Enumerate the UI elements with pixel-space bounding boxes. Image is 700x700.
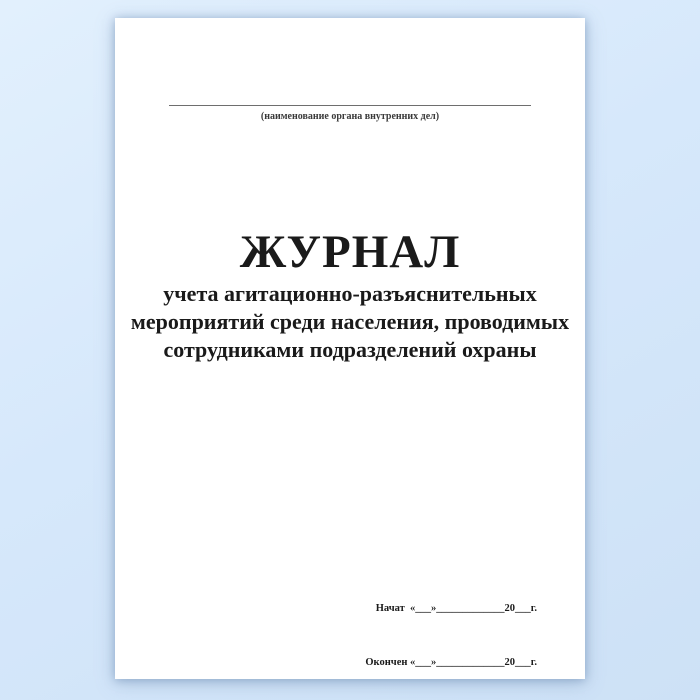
date-lines-block (365, 574, 537, 698)
journal-subtitle-line-3: сотрудниками подразделений охраны (163, 337, 537, 362)
org-name-blank-line (169, 105, 531, 106)
org-name-caption: (наименование органа внутренних дел) (260, 111, 440, 122)
journal-subtitle-line-2: мероприятий среди населения, проводимых (130, 309, 570, 334)
journal-subtitle-line-1: учета агитационно-разъяснительных (163, 281, 537, 306)
journal-subtitle (115, 280, 585, 364)
start-date-line: Начат «___»_____________20___г. (375, 603, 537, 614)
journal-title: ЖУРНАЛ (239, 226, 461, 278)
journal-cover-page (115, 18, 585, 679)
end-date-line: Окончен «___»_____________20___г. (365, 657, 537, 668)
